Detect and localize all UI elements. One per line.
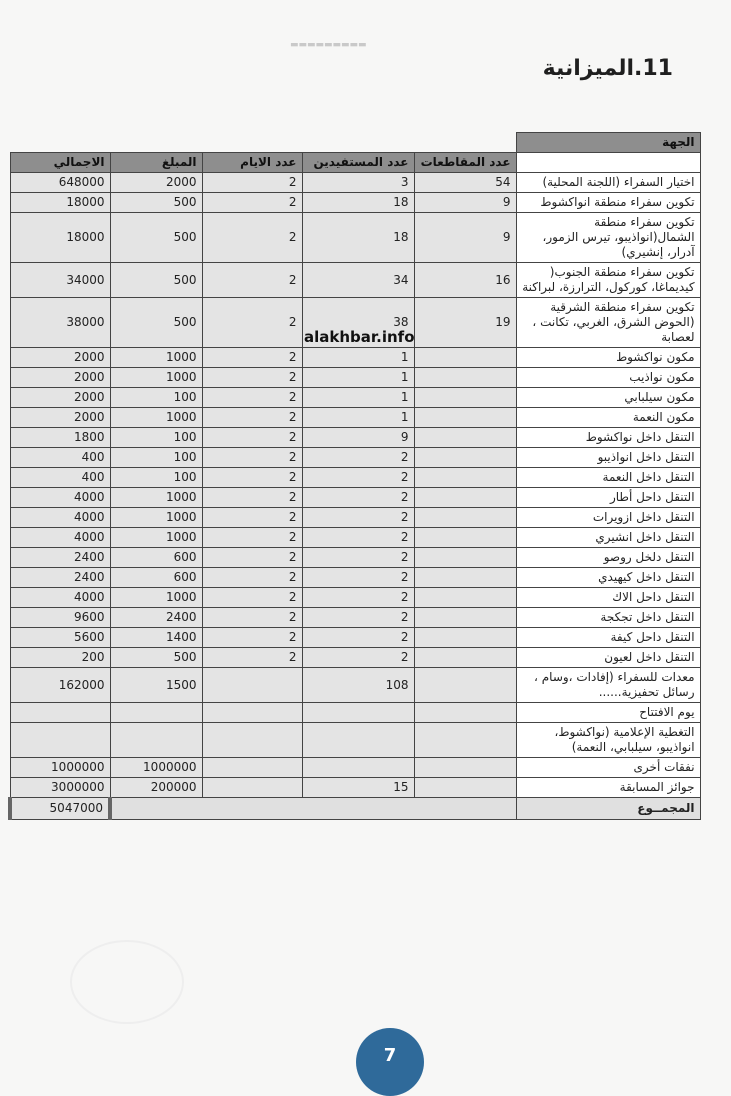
cell-regions: [414, 488, 516, 508]
table-row: [10, 648, 700, 668]
header-amount: المبلغ: [110, 153, 202, 173]
cell-amount: 1400: [110, 628, 202, 648]
table-row: [10, 703, 700, 723]
cell-days: 2: [202, 628, 302, 648]
cell-total: 3000000: [10, 778, 110, 798]
cell-days: 2: [202, 193, 302, 213]
table-row: [10, 723, 700, 758]
cell-regions: [414, 588, 516, 608]
cell-regions: [414, 778, 516, 798]
table-row: [10, 568, 700, 588]
row-label: التنقل داخل ازويرات: [516, 508, 700, 528]
header-row: [10, 153, 700, 173]
grand-total-value: 5047000: [10, 798, 110, 820]
cell-beneficiaries: [302, 703, 414, 723]
cell-amount: 600: [110, 568, 202, 588]
header-beneficiaries: عدد المستفيدين: [302, 153, 414, 173]
grand-total-spacer: [110, 798, 516, 820]
cell-days: 2: [202, 548, 302, 568]
cell-beneficiaries: 1: [302, 408, 414, 428]
grand-total-row: [10, 798, 700, 820]
cell-days: 2: [202, 428, 302, 448]
cell-regions: [414, 528, 516, 548]
cell-amount: 1000: [110, 368, 202, 388]
cell-days: 2: [202, 648, 302, 668]
cell-regions: [414, 388, 516, 408]
header-total: الاجمالي: [10, 153, 110, 173]
cell-amount: 600: [110, 548, 202, 568]
cell-regions: [414, 428, 516, 448]
cell-days: 2: [202, 588, 302, 608]
cell-days: [202, 668, 302, 703]
faint-header-text: ▬▬▬▬▬▬▬▬▬: [290, 40, 367, 50]
row-label: التنقل داحل الاك: [516, 588, 700, 608]
table-row: [10, 388, 700, 408]
row-label: التنقل داخل النعمة: [516, 468, 700, 488]
cell-beneficiaries: [302, 723, 414, 758]
row-label: التنقل داخل كيهيدي: [516, 568, 700, 588]
cell-days: 2: [202, 468, 302, 488]
cell-regions: [414, 448, 516, 468]
cell-total: 4000: [10, 528, 110, 548]
row-label: مكون سيلبابي: [516, 388, 700, 408]
cell-beneficiaries: 3: [302, 173, 414, 193]
table-row: [10, 548, 700, 568]
cell-total: [10, 723, 110, 758]
cell-regions: 16: [414, 263, 516, 298]
cell-days: 2: [202, 508, 302, 528]
cell-beneficiaries: 1: [302, 348, 414, 368]
cell-total: 2000: [10, 348, 110, 368]
budget-table: [8, 132, 701, 820]
row-label: جوائز المسابقة: [516, 778, 700, 798]
cell-beneficiaries: 2: [302, 528, 414, 548]
cell-amount: 100: [110, 448, 202, 468]
cell-amount: 500: [110, 298, 202, 348]
table-row: [10, 468, 700, 488]
cell-total: 648000: [10, 173, 110, 193]
table-row: [10, 528, 700, 548]
cell-regions: 19: [414, 298, 516, 348]
cell-days: [202, 758, 302, 778]
faded-stamp: [70, 940, 184, 1024]
table-row: [10, 588, 700, 608]
cell-total: 1800: [10, 428, 110, 448]
cell-regions: [414, 648, 516, 668]
table-row: [10, 668, 700, 703]
cell-amount: 1000: [110, 508, 202, 528]
cell-days: [202, 703, 302, 723]
cell-total: 38000: [10, 298, 110, 348]
cell-regions: [414, 723, 516, 758]
row-label: التنقل دلخل روصو: [516, 548, 700, 568]
cell-regions: [414, 628, 516, 648]
cell-beneficiaries: 108: [302, 668, 414, 703]
cell-days: 2: [202, 488, 302, 508]
cell-beneficiaries: 1: [302, 368, 414, 388]
table-row: [10, 778, 700, 798]
table-row: [10, 368, 700, 388]
cell-regions: 54: [414, 173, 516, 193]
row-label: التنقل داحل كيفة: [516, 628, 700, 648]
cell-beneficiaries: 1: [302, 388, 414, 408]
cell-days: 2: [202, 213, 302, 263]
cell-total: 4000: [10, 588, 110, 608]
cell-amount: 1000: [110, 348, 202, 368]
cell-regions: [414, 408, 516, 428]
cell-beneficiaries: 38: [302, 298, 414, 348]
cell-days: 2: [202, 568, 302, 588]
cell-total: 4000: [10, 508, 110, 528]
cell-beneficiaries: [302, 758, 414, 778]
cell-amount: [110, 723, 202, 758]
cell-days: [202, 723, 302, 758]
cell-total: 9600: [10, 608, 110, 628]
cell-days: 2: [202, 263, 302, 298]
row-label: تكوين سفراء منطقة الشمال(انواذيبو، تيرس الزمور، آدرار، إنشيري): [516, 213, 700, 263]
cell-total: 2000: [10, 388, 110, 408]
cell-total: 2400: [10, 548, 110, 568]
cell-beneficiaries: 2: [302, 548, 414, 568]
cell-amount: 100: [110, 428, 202, 448]
table-row: [10, 348, 700, 368]
row-label: تكوين سفراء منطقة الجنوب( كيديماغا، كوركول، الترارزة، لبراكنة: [516, 263, 700, 298]
cell-days: 2: [202, 173, 302, 193]
cell-beneficiaries: 34: [302, 263, 414, 298]
cell-regions: [414, 348, 516, 368]
grand-total-label: المجمــوع: [516, 798, 700, 820]
cell-amount: 100: [110, 468, 202, 488]
header-entity: الجهة: [516, 133, 700, 153]
cell-total: 5600: [10, 628, 110, 648]
cell-total: [10, 703, 110, 723]
table-row: [10, 628, 700, 648]
cell-days: 2: [202, 298, 302, 348]
cell-days: 2: [202, 368, 302, 388]
cell-total: 1000000: [10, 758, 110, 778]
cell-total: 2000: [10, 368, 110, 388]
cell-regions: [414, 703, 516, 723]
cell-days: 2: [202, 388, 302, 408]
table-row: [10, 428, 700, 448]
cell-total: 400: [10, 468, 110, 488]
cell-amount: [110, 703, 202, 723]
header-spacer: [10, 133, 516, 153]
row-label: التغطية الإعلامية (نواكشوط، انواذيبو، سيلبابي، النعمة): [516, 723, 700, 758]
cell-regions: [414, 758, 516, 778]
cell-regions: [414, 368, 516, 388]
cell-amount: 100: [110, 388, 202, 408]
cell-amount: 200000: [110, 778, 202, 798]
cell-beneficiaries: 18: [302, 213, 414, 263]
table-row: [10, 213, 700, 263]
cell-days: 2: [202, 348, 302, 368]
cell-amount: 2000: [110, 173, 202, 193]
section-title: 11.الميزانية: [542, 56, 673, 81]
page-number: 7: [356, 1028, 424, 1096]
table-row: [10, 608, 700, 628]
cell-beneficiaries: 2: [302, 588, 414, 608]
cell-beneficiaries: 18: [302, 193, 414, 213]
row-label: اختيار السفراء (اللجنة المحلية): [516, 173, 700, 193]
row-label: التنقل داخل لعيون: [516, 648, 700, 668]
cell-beneficiaries: 15: [302, 778, 414, 798]
cell-beneficiaries: 2: [302, 468, 414, 488]
cell-beneficiaries: 2: [302, 568, 414, 588]
row-label: معدات للسفراء (إفادات ،وسام ، رسائل تحفيزية......: [516, 668, 700, 703]
cell-days: 2: [202, 448, 302, 468]
cell-total: 34000: [10, 263, 110, 298]
cell-total: 18000: [10, 213, 110, 263]
table-row: [10, 758, 700, 778]
header-regions: عدد المقاطعات: [414, 153, 516, 173]
row-label: مكون نواذيب: [516, 368, 700, 388]
watermark: alakhbar.info: [304, 327, 415, 346]
row-label: تكوين سفراء منطقة انواكشوط: [516, 193, 700, 213]
table-row: [10, 488, 700, 508]
cell-amount: 1000000: [110, 758, 202, 778]
header-row: [10, 133, 700, 153]
cell-amount: 500: [110, 193, 202, 213]
cell-total: 162000: [10, 668, 110, 703]
table-row: [10, 263, 700, 298]
cell-beneficiaries: 2: [302, 488, 414, 508]
cell-regions: [414, 568, 516, 588]
cell-total: 4000: [10, 488, 110, 508]
cell-days: 2: [202, 608, 302, 628]
cell-days: [202, 778, 302, 798]
cell-regions: 9: [414, 193, 516, 213]
row-label: نفقات أخرى: [516, 758, 700, 778]
row-label: يوم الافتتاح: [516, 703, 700, 723]
cell-total: 400: [10, 448, 110, 468]
cell-regions: 9: [414, 213, 516, 263]
cell-amount: 500: [110, 263, 202, 298]
cell-amount: 1000: [110, 528, 202, 548]
table-row: [10, 193, 700, 213]
cell-regions: [414, 608, 516, 628]
cell-amount: 500: [110, 213, 202, 263]
cell-total: 2400: [10, 568, 110, 588]
cell-beneficiaries: 9: [302, 428, 414, 448]
header-entity-spacer: [516, 153, 700, 173]
header-days: عدد الايام: [202, 153, 302, 173]
cell-beneficiaries: 2: [302, 648, 414, 668]
cell-regions: [414, 548, 516, 568]
cell-total: 18000: [10, 193, 110, 213]
row-label: تكوين سفراء منطقة الشرقية (الحوض الشرق، الغربي، تكانت ، لعصابة: [516, 298, 700, 348]
row-label: مكون نواكشوط: [516, 348, 700, 368]
row-label: التنقل داخل تجكجة: [516, 608, 700, 628]
row-label: مكون النعمة: [516, 408, 700, 428]
table-row: [10, 508, 700, 528]
cell-beneficiaries: 2: [302, 508, 414, 528]
cell-amount: 2400: [110, 608, 202, 628]
cell-beneficiaries: 2: [302, 448, 414, 468]
cell-amount: 1000: [110, 588, 202, 608]
table-row: [10, 448, 700, 468]
row-label: التنقل داحل أطار: [516, 488, 700, 508]
cell-beneficiaries: 2: [302, 608, 414, 628]
table-row: [10, 408, 700, 428]
cell-amount: 1500: [110, 668, 202, 703]
cell-amount: 1000: [110, 408, 202, 428]
cell-total: 200: [10, 648, 110, 668]
row-label: التنقل داخل نواكشوط: [516, 428, 700, 448]
cell-regions: [414, 508, 516, 528]
cell-regions: [414, 668, 516, 703]
cell-total: 2000: [10, 408, 110, 428]
cell-days: 2: [202, 528, 302, 548]
row-label: التنقل داخل انشيري: [516, 528, 700, 548]
table-row: [10, 173, 700, 193]
cell-amount: 1000: [110, 488, 202, 508]
cell-days: 2: [202, 408, 302, 428]
cell-regions: [414, 468, 516, 488]
cell-beneficiaries: 2: [302, 628, 414, 648]
row-label: التنقل داخل انواذيبو: [516, 448, 700, 468]
cell-amount: 500: [110, 648, 202, 668]
